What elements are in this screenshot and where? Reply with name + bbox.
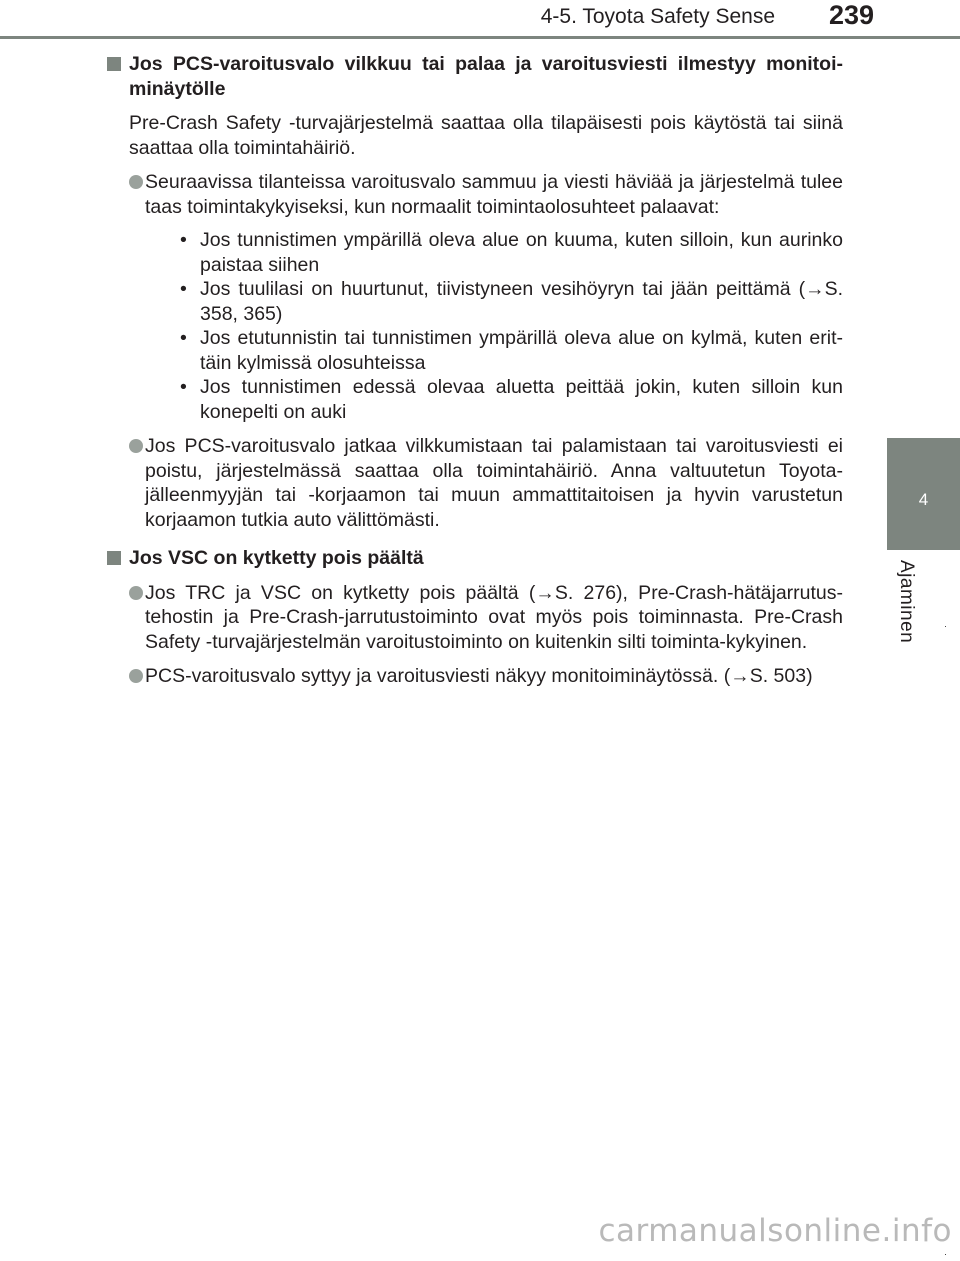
list-item: Jos PCS-varoitusvalo jatkaa vilkkumistaan tai palamistaan tai varoitusviesti ei poistu, järjestelmässä saattaa olla toimintahäiriö. Anna valtuutetun Toyota-jälleenmyyjän tai -korjaamon tai muun ammattitaitoisen ja hyvin varustetun korjaamon tutkia auto välittömästi.: [107, 434, 843, 532]
chapter-tab[interactable]: [887, 438, 960, 550]
header-rule: [0, 36, 960, 39]
edge-mark: [945, 1254, 946, 1255]
list-item: Seuraavissa tilanteissa varoitusvalo sammuu ja viesti häviää ja järjestelmä tulee taas toimintakykyiseksi, kun normaalit toimintaolosuhteet palaavat: • Jos tunnistimen ympärillä oleva alue on kuuma, kuten silloin, kun aurinko paistaa siihen • Jos tuulilasi on huurtunut, tiivistyneen vesihöyryn tai jään peittämä (→S. 358, 365) • Jos etutunnistin tai tunnistimen ympärillä oleva alue on kylmä, kuten erit-täin kylmissä olosuhteissa • Jos tunnistimen edessä olevaa aluetta peittää jokin, kuten silloin kun konepelti on auki: [107, 170, 843, 424]
section-heading: Jos PCS-varoitusvalo vilkkuu tai palaa ja varoitusviesti ilmestyy monitoi-minäytölle: [107, 52, 843, 101]
dot-marker: •: [180, 229, 187, 251]
chapter-label: Ajaminen: [896, 560, 917, 644]
round-bullet-icon: [129, 439, 143, 453]
sub-list-item: • Jos tunnistimen ympärillä oleva alue on kuuma, kuten silloin, kun aurinko paistaa siihen: [180, 229, 843, 276]
main-content: [107, 52, 843, 689]
watermark-text: carmanualsonline.info: [598, 1213, 952, 1249]
dot-marker: •: [180, 376, 187, 398]
list-item: PCS-varoitusvalo syttyy ja varoitusviesti näkyy monitoiminäytössä. (→S. 503): [107, 664, 843, 689]
round-bullet-icon: [129, 175, 143, 189]
sub-list-item: • Jos tuulilasi on huurtunut, tiivistyneen vesihöyryn tai jään peittämä (→S. 358, 365): [180, 278, 843, 325]
section-intro: Pre-Crash Safety -turvajärjestelmä saattaa olla tilapäisesti pois käytöstä tai siinä saattaa olla toimintahäiriö.: [129, 112, 843, 159]
section-heading: Jos VSC on kytketty pois päältä: [107, 546, 843, 571]
sub-list: [145, 228, 843, 424]
sub-list-item: • Jos tunnistimen edessä olevaa aluetta peittää jokin, kuten silloin kun konepelti on auki: [180, 376, 843, 423]
edge-mark: [945, 626, 946, 627]
round-bullet-icon: [129, 669, 143, 683]
header-section-title: 4-5. Toyota Safety Sense: [540, 5, 775, 28]
dot-marker: •: [180, 327, 187, 349]
square-bullet-icon: [107, 551, 121, 565]
round-bullet-icon: [129, 586, 143, 600]
square-bullet-icon: [107, 57, 121, 71]
page-number: 239: [828, 0, 874, 30]
sub-list-item: • Jos etutunnistin tai tunnistimen ympärillä oleva alue on kylmä, kuten erit-täin kylmissä olosuhteissa: [180, 327, 843, 374]
list-item: Jos TRC ja VSC on kytketty pois päältä (→S. 276), Pre-Crash-hätäjarrutus-tehostin ja Pre-Crash-jarrutustoiminto ovat myös pois toiminnasta. Pre-Crash Safety -turvajärjestelmän varoitustoiminto on kuitenkin silti toiminta-kykyinen.: [107, 581, 843, 655]
chapter-number: 4: [918, 490, 929, 509]
dot-marker: •: [180, 278, 187, 300]
